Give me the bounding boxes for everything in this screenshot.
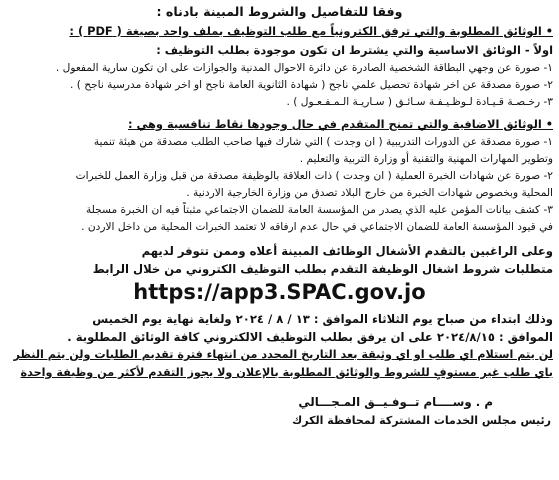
application-link[interactable]: https://app3.SPAC.gov.jo <box>133 280 426 304</box>
dates-line: الموافق : ٢٠٢٤/٨/١٥ على ان يرفق بطلب التوظيف الالكتروني كافة الوثائق المطلوبة . <box>67 330 553 344</box>
notice-line: باي طلب غير مستوفٍ للشروط والوثائق المطلوبة بالإعلان ولا يجوز التقدم لأكثر من وظيفة واحدة <box>20 366 553 379</box>
applicants-line: وعلى الراغبين بالتقدم الأشغال الوظائف المبينة أعلاه وممن تتوفر لديهم <box>141 244 553 258</box>
section2-item: المحلية وبخصوص شهادات الخبرة من خارج البلاد تصدق من وزارة الخارجية الاردنية . <box>186 187 553 199</box>
section2-item: ١- صورة مصدقة عن الدورات التدريبية ( ان وجدت ) التي شارك فيها صاحب الطلب مصدقة من هيئة تنمية <box>93 136 553 148</box>
heading: وفقا للتفاصيل والشروط المبينة بادناه : <box>156 4 403 19</box>
section1-item: ٣- رخـصـة قـيـادة لـوظـيـفـة سـائـق ( سـاريـة الـمـفـعـول ) . <box>286 96 553 108</box>
section2-item: ٣- كشف بيانات المؤمن عليه الذي يصدر من المؤسسة العامة للضمان الاجتماعي مثبتاً فيه ان الخبرة مسجلة <box>85 204 553 216</box>
section1-title: اولاً - الوثائق الاساسية والتي يشترط ان تكون موجودة بطلب التوظيف : <box>156 43 553 57</box>
notice-line: لن يتم استلام اي طلب او اي وثيقة بعد التاريخ المحدد من انتهاء فترة تقديم الطلبات ولن يتم النظر <box>13 348 553 361</box>
section1-item: ١- صورة عن وجهي البطاقة الشخصية الصادرة عن دائرة الاحوال المدنية والجوازات على ان تكون سارية المفعول . <box>55 62 553 74</box>
signatory-position: رئيس مجلس الخدمات المشتركة لمحافظة الكرك <box>292 414 551 427</box>
applicants-line: متطلبات شروط اشغال الوظيفة التقدم بطلب التوظيف الكتروني من خلال الرابط <box>92 262 553 276</box>
section2-item: وتطوير المهارات المهنية والتقنية أو وزارة التربية والتعليم . <box>299 153 553 165</box>
section2-item: في قيود المؤسسة العامة للضمان الاجتماعي في حال عدم ارفاقه لا تعتمد الخبرات المحلية من داخل الاردن . <box>81 221 553 233</box>
section2-item: ٢- صورة عن شهادات الخبرة العملية ( ان وجدت ) ذات العلاقة بالوظيفة مصدقة من قبل وزارة العمل للخبرات <box>75 170 553 182</box>
files-note: • الوثائق المطلوبة والتي ترفق الكترونياً مع طلب التوظيف بملف واحد بصيغة ( PDF ) : <box>69 24 553 38</box>
section2-title: • الوثائق الاضافية والتي تمنح المتقدم في حال وجودها نقاط تنافسية وهي : <box>127 117 553 131</box>
signatory-name: م . وســــام تــوفـيــق المـجـــالي <box>298 395 493 409</box>
dates-line: وذلك ابتداء من صباح يوم الثلاثاء الموافق : ١٣ / ٨ / ٢٠٢٤ ولغاية نهاية يوم الخميس <box>92 312 553 326</box>
section1-item: ٢- صورة مصدقة عن اخر شهادة تحصيل علمي ناجح ( شهادة الثانوية العامة ناجح او اخر شهادة مدرسية ناجح ) . <box>70 79 553 91</box>
